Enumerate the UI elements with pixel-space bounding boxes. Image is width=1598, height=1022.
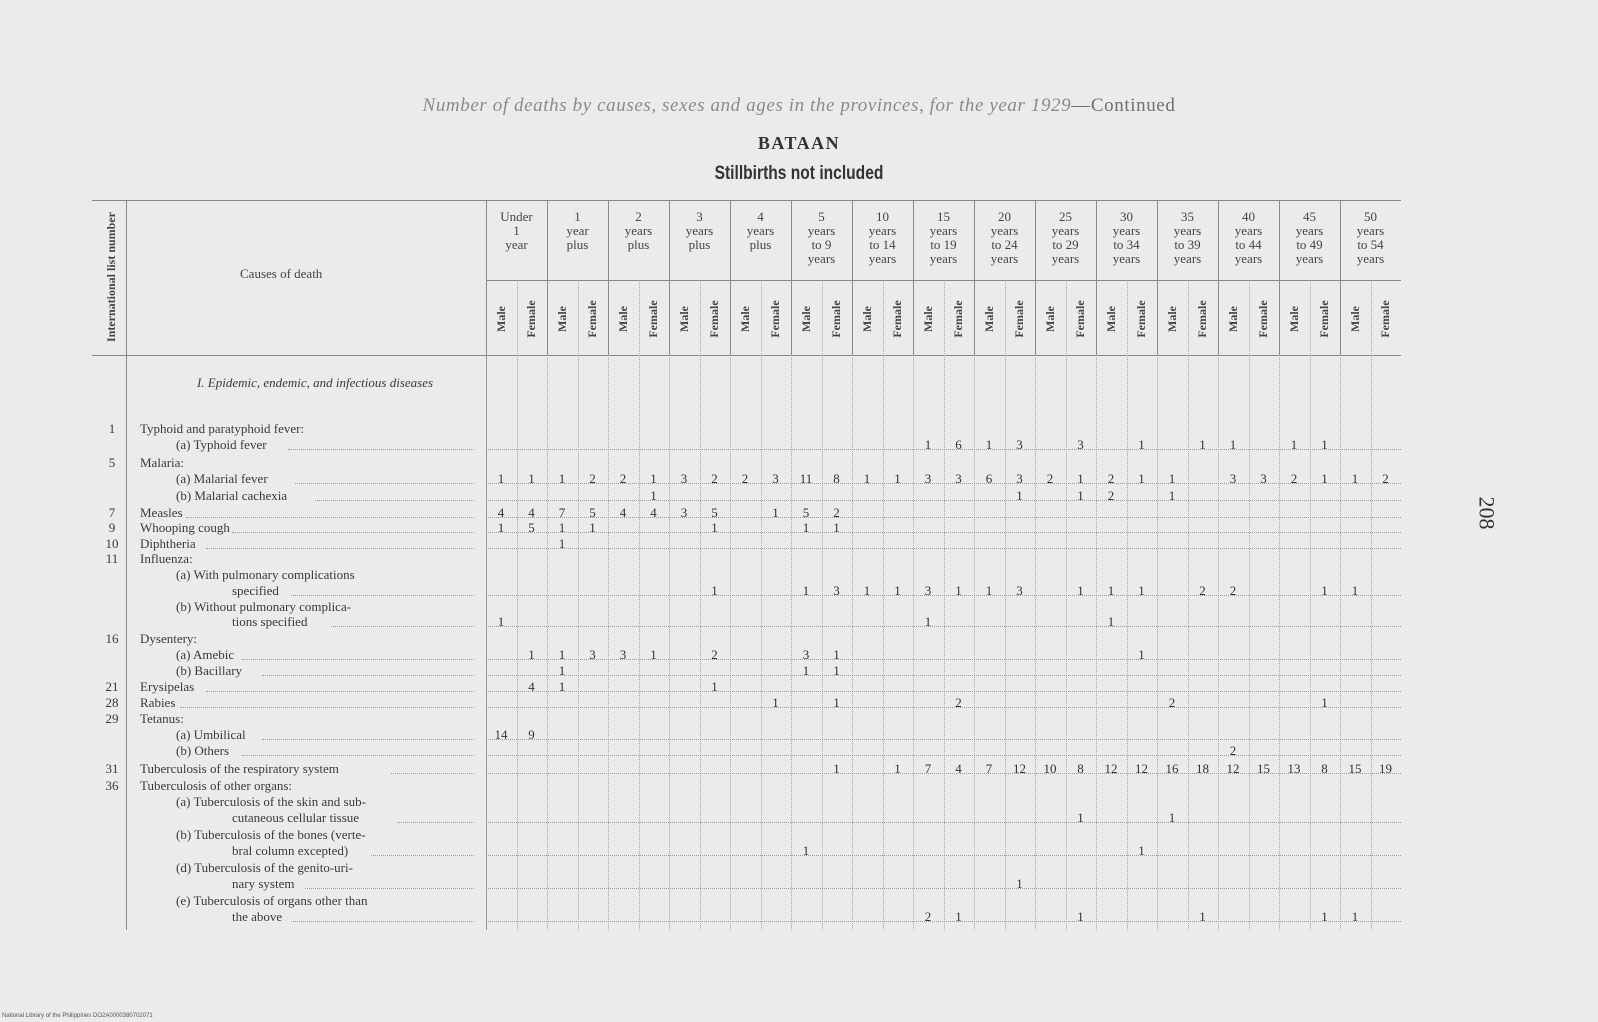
count-cell: 12 (1013, 761, 1026, 776)
count-cell: 16 (1165, 761, 1179, 776)
count-cell: 4 (497, 505, 505, 520)
cause-label: (b) Malarial cachexia (176, 488, 288, 503)
cause-label: the above (232, 909, 283, 924)
count-cell: 1 (1077, 471, 1084, 486)
row-leader-dots (486, 755, 1401, 756)
row-leader-dots (486, 739, 1401, 740)
age-group-header: 15 years to 19 years (929, 209, 958, 266)
leader-dots (186, 517, 474, 518)
age-group-header: 3 years plus (685, 209, 714, 252)
count-cell: 1 (863, 471, 871, 486)
count-cell: 3 (1229, 471, 1237, 486)
count-cell: 1 (985, 437, 993, 452)
count-cell: 2 (1199, 583, 1206, 598)
count-cell: 7 (558, 505, 566, 520)
cause-label: tions specified (232, 614, 308, 629)
intl-number: 5 (108, 455, 116, 470)
count-cell: 19 (1379, 761, 1392, 776)
intl-number: 10 (105, 536, 119, 551)
count-cell: 1 (1351, 471, 1359, 486)
count-cell: 1 (497, 520, 505, 535)
count-cell: 1 (1107, 583, 1115, 598)
row-leader-dots (486, 691, 1401, 692)
count-cell: 2 (589, 471, 596, 486)
sex-divider (1127, 280, 1128, 930)
count-cell: 1 (1016, 488, 1023, 503)
count-cell: 1 (1077, 488, 1084, 503)
age-group-header: 30 years to 34 years (1112, 209, 1141, 266)
sex-divider (578, 280, 579, 930)
count-cell: 3 (589, 647, 596, 662)
count-cell: 1 (802, 520, 810, 535)
leader-dots (242, 755, 474, 756)
count-cell: 6 (955, 437, 962, 452)
female-header: Female (1256, 300, 1270, 338)
cause-label: Malaria: (140, 455, 185, 470)
leader-dots (391, 773, 474, 774)
count-cell: 14 (494, 727, 508, 742)
count-cell: 3 (802, 647, 810, 662)
cause-label: Whooping cough (140, 520, 230, 535)
leader-dots (291, 595, 474, 596)
count-cell: 1 (1321, 583, 1328, 598)
count-cell: 2 (1107, 471, 1115, 486)
female-header: Female (1378, 300, 1392, 338)
cause-label: Tuberculosis of other organs: (140, 778, 293, 793)
count-cell: 1 (1168, 810, 1176, 825)
count-cell: 3 (924, 471, 932, 486)
leader-dots (371, 855, 474, 856)
province-heading: BATAAN (757, 133, 841, 153)
count-cell: 3 (1077, 437, 1084, 452)
intl-number: 9 (108, 520, 116, 535)
count-cell: 1 (802, 583, 810, 598)
male-header: Male (738, 306, 752, 332)
intl-number: 11 (105, 551, 119, 566)
count-cell: 2 (955, 695, 962, 710)
sex-divider (1005, 280, 1006, 930)
female-header: Female (768, 300, 782, 338)
count-cell: 6 (985, 471, 993, 486)
intl-number: 36 (105, 778, 119, 793)
leader-dots (315, 500, 474, 501)
count-cell: 1 (711, 583, 718, 598)
count-cell: 1 (863, 583, 871, 598)
male-header: Male (921, 306, 935, 332)
count-cell: 8 (1321, 761, 1328, 776)
age-group-header: 35 years to 39 years (1173, 209, 1202, 266)
count-cell: 2 (924, 909, 932, 924)
count-cell: 2 (711, 647, 718, 662)
count-cell: 1 (1199, 909, 1206, 924)
count-cell: 4 (528, 505, 535, 520)
sex-divider (700, 280, 701, 930)
count-cell: 1 (924, 614, 932, 629)
count-cell: 1 (650, 488, 657, 503)
count-cell: 2 (1168, 695, 1176, 710)
count-cell: 1 (894, 583, 901, 598)
count-cell: 3 (772, 471, 779, 486)
cause-label: (b) Others (176, 743, 230, 758)
count-cell: 10 (1043, 761, 1057, 776)
count-cell: 2 (1382, 471, 1389, 486)
count-cell: 1 (650, 471, 657, 486)
row-leader-dots (486, 626, 1401, 627)
count-cell: 3 (680, 505, 688, 520)
count-cell: 2 (1229, 743, 1237, 758)
count-cell: 1 (802, 663, 810, 678)
age-group-header: 4 years plus (746, 209, 775, 252)
cause-label: Erysipelas (140, 679, 195, 694)
count-cell: 1 (1138, 437, 1145, 452)
sex-divider (517, 280, 518, 930)
sex-divider (1310, 280, 1311, 930)
row-leader-dots (486, 548, 1401, 549)
row-leader-dots (486, 532, 1401, 533)
age-group-header: 45 years to 49 years (1295, 209, 1324, 266)
count-cell: 2 (1107, 488, 1115, 503)
cause-label: Diphtheria (140, 536, 196, 551)
count-cell: 1 (772, 505, 779, 520)
count-cell: 1 (589, 520, 596, 535)
age-group-divider (608, 355, 609, 930)
count-cell: 7 (924, 761, 932, 776)
count-cell: 1 (558, 679, 566, 694)
age-group-header: 20 years to 24 years (990, 209, 1019, 266)
count-cell: 1 (1351, 909, 1359, 924)
table-top-rule (92, 200, 1401, 201)
count-cell: 1 (1168, 488, 1176, 503)
female-header: Female (585, 300, 599, 338)
cause-label: Influenza: (140, 551, 193, 566)
cause-label: (a) Malarial fever (176, 471, 268, 486)
cause-label: (e) Tuberculosis of organs other than (176, 893, 368, 908)
male-header: Male (494, 306, 508, 332)
count-cell: 11 (799, 471, 813, 486)
count-cell: 3 (955, 471, 962, 486)
female-header: Female (890, 300, 904, 338)
count-cell: 4 (528, 679, 535, 694)
female-header: Female (646, 300, 660, 338)
count-cell: 1 (985, 583, 993, 598)
male-header: Male (1287, 306, 1301, 332)
male-header: Male (555, 306, 569, 332)
count-cell: 1 (528, 471, 535, 486)
count-cell: 12 (1135, 761, 1148, 776)
age-group-header: 25 years to 29 years (1051, 209, 1080, 266)
age-group-header: 40 years to 44 years (1234, 209, 1263, 266)
count-cell: 1 (1321, 437, 1328, 452)
age-group-header: 5 years to 9 years (807, 209, 836, 266)
count-cell: 2 (1046, 471, 1054, 486)
count-cell: 3 (1260, 471, 1267, 486)
sex-divider (1371, 280, 1372, 930)
count-cell: 1 (1290, 437, 1298, 452)
cause-label: (d) Tuberculosis of the genito-uri- (176, 860, 353, 875)
cause-label: Tetanus: (140, 711, 184, 726)
count-cell: 5 (528, 520, 535, 535)
cause-label: (a) With pulmonary complications (176, 567, 355, 582)
cause-label: (a) Tuberculosis of the skin and sub- (176, 794, 366, 809)
age-group-divider (547, 355, 548, 930)
count-cell: 1 (955, 583, 962, 598)
count-cell: 5 (589, 505, 596, 520)
male-header: Male (1348, 306, 1362, 332)
intl-number: 21 (105, 679, 119, 694)
count-cell: 1 (1138, 583, 1145, 598)
leader-dots (262, 739, 474, 740)
leader-dots (180, 707, 474, 708)
male-header: Male (677, 306, 691, 332)
leader-dots (262, 675, 474, 676)
count-cell: 1 (833, 520, 840, 535)
row-leader-dots (486, 675, 1401, 676)
count-cell: 2 (1290, 471, 1298, 486)
female-header: Female (829, 300, 843, 338)
age-group-divider (669, 355, 670, 930)
sex-divider (1066, 280, 1067, 930)
count-cell: 1 (497, 471, 505, 486)
age-group-header: Under 1 year (500, 209, 533, 252)
age-group-divider (1035, 355, 1036, 930)
intl-number: 16 (105, 631, 119, 646)
count-cell: 4 (955, 761, 962, 776)
count-cell: 2 (833, 505, 840, 520)
cause-label: specified (232, 583, 279, 598)
count-cell: 1 (802, 843, 810, 858)
intl-number: 7 (108, 505, 116, 520)
count-cell: 8 (833, 471, 840, 486)
count-cell: 1 (650, 647, 657, 662)
cause-label: (b) Tuberculosis of the bones (verte- (176, 827, 366, 842)
count-cell: 3 (1016, 437, 1023, 452)
count-cell: 3 (924, 583, 932, 598)
count-cell: 1 (772, 695, 779, 710)
count-cell: 15 (1257, 761, 1270, 776)
age-group-header: 2 years plus (624, 209, 653, 252)
count-cell: 1 (1077, 810, 1084, 825)
count-cell: 1 (1351, 583, 1359, 598)
age-group-header: 1 year plus (566, 209, 589, 252)
count-cell: 2 (741, 471, 749, 486)
male-header: Male (799, 306, 813, 332)
count-cell: 4 (650, 505, 657, 520)
count-cell: 1 (924, 437, 932, 452)
leader-dots (206, 691, 474, 692)
intl-number: 31 (105, 761, 119, 776)
count-cell: 4 (619, 505, 627, 520)
age-group-divider (852, 355, 853, 930)
count-cell: 1 (1168, 471, 1176, 486)
cause-label: Rabies (140, 695, 176, 710)
leader-dots (291, 921, 474, 922)
cause-label: (a) Umbilical (176, 727, 246, 742)
count-cell: 12 (1104, 761, 1118, 776)
count-cell: 1 (1321, 471, 1328, 486)
leader-dots (305, 888, 474, 889)
count-cell: 1 (1138, 471, 1145, 486)
title-continued: —Continued (1071, 95, 1176, 116)
intl-number: 1 (108, 421, 116, 436)
age-group-header: 50 years to 54 years (1356, 209, 1385, 266)
male-header: Male (1043, 306, 1057, 332)
count-cell: 1 (833, 695, 840, 710)
age-group-divider (730, 355, 731, 930)
cause-label: nary system (232, 876, 295, 891)
count-cell: 15 (1348, 761, 1362, 776)
row-leader-dots (486, 500, 1401, 501)
leader-dots (232, 532, 474, 533)
cause-label: bral column excepted) (232, 843, 349, 858)
count-cell: 3 (1016, 471, 1023, 486)
age-group-divider (1157, 355, 1158, 930)
female-header: Female (1317, 300, 1331, 338)
sex-divider (883, 280, 884, 930)
count-cell: 8 (1077, 761, 1084, 776)
cause-label: (a) Typhoid fever (176, 437, 267, 452)
count-cell: 1 (894, 471, 901, 486)
stillbirths-note: Stillbirths not included (714, 163, 884, 184)
count-cell: 13 (1287, 761, 1301, 776)
count-cell: 1 (558, 471, 566, 486)
row-leader-dots (486, 822, 1401, 823)
count-cell: 2 (1229, 583, 1237, 598)
count-cell: 1 (528, 647, 535, 662)
title-main: Number of deaths by causes, sexes and ages in the provinces, for the year 1929 (422, 95, 1072, 116)
intl-number-header: International list number (104, 212, 118, 343)
leader-dots (288, 449, 474, 450)
female-header: Female (524, 300, 538, 338)
female-header: Female (951, 300, 965, 338)
count-cell: 1 (711, 679, 718, 694)
sex-divider (761, 280, 762, 930)
male-header: Male (616, 306, 630, 332)
count-cell: 1 (955, 909, 962, 924)
leader-dots (206, 548, 474, 549)
cause-label: Tuberculosis of the respiratory system (140, 761, 339, 776)
female-header: Female (1195, 300, 1209, 338)
count-cell: 1 (711, 520, 718, 535)
row-leader-dots (486, 888, 1401, 889)
count-cell: 1 (497, 614, 505, 629)
count-cell: 9 (528, 727, 535, 742)
count-cell: 7 (985, 761, 993, 776)
female-header: Female (1134, 300, 1148, 338)
male-header: Male (1165, 306, 1179, 332)
count-cell: 5 (711, 505, 718, 520)
page-number: 208 (1474, 496, 1500, 530)
count-cell: 1 (1077, 583, 1084, 598)
male-header: Male (860, 306, 874, 332)
count-cell: 1 (558, 647, 566, 662)
age-group-divider (486, 355, 487, 930)
count-cell: 1 (1138, 647, 1145, 662)
count-cell: 1 (558, 663, 566, 678)
count-cell: 1 (833, 647, 840, 662)
count-cell: 18 (1196, 761, 1209, 776)
male-header: Male (1104, 306, 1118, 332)
count-cell: 12 (1226, 761, 1240, 776)
header-bottom-rule (92, 355, 1401, 356)
age-group-divider (1340, 355, 1341, 930)
count-cell: 1 (1077, 909, 1084, 924)
count-cell: 5 (802, 505, 810, 520)
cause-label: (b) Bacillary (176, 663, 243, 678)
count-cell: 3 (680, 471, 688, 486)
cause-label: Measles (140, 505, 183, 520)
age-group-header: 10 years to 14 years (868, 209, 897, 266)
intl-number: 29 (105, 711, 119, 726)
count-cell: 3 (619, 647, 627, 662)
count-cell: 1 (1321, 695, 1328, 710)
sex-divider (944, 280, 945, 930)
count-cell: 1 (1321, 909, 1328, 924)
sex-divider (1188, 280, 1189, 930)
count-cell: 1 (833, 761, 840, 776)
leader-dots (331, 626, 474, 627)
sex-divider (639, 280, 640, 930)
intl-number: 28 (105, 695, 119, 710)
leader-dots (397, 822, 474, 823)
count-cell: 1 (1229, 437, 1237, 452)
causes-header: Causes of death (240, 266, 323, 281)
female-header: Female (1012, 300, 1026, 338)
cause-label: (a) Amebic (176, 647, 235, 662)
count-cell: 1 (558, 536, 566, 551)
cause-label: (b) Without pulmonary complica- (176, 599, 352, 614)
sex-divider (1249, 280, 1250, 930)
scan-footer: National Library of the Philippines DO2A0000380702071 (2, 1013, 153, 1019)
male-header: Male (1226, 306, 1240, 332)
count-cell: 2 (619, 471, 627, 486)
count-cell: 1 (558, 520, 566, 535)
leader-dots (242, 659, 474, 660)
count-cell: 3 (833, 583, 840, 598)
age-group-divider (1096, 355, 1097, 930)
count-cell: 1 (833, 663, 840, 678)
cause-label: Dysentery: (140, 631, 198, 646)
cause-label: cutaneous cellular tissue (232, 810, 360, 825)
male-header: Male (982, 306, 996, 332)
leader-dots (295, 483, 474, 484)
count-cell: 2 (711, 471, 718, 486)
count-cell: 3 (1016, 583, 1023, 598)
sex-divider (822, 280, 823, 930)
count-cell: 1 (1138, 843, 1145, 858)
row-leader-dots (486, 855, 1401, 856)
count-cell: 1 (1107, 614, 1115, 629)
female-header: Female (1073, 300, 1087, 338)
count-cell: 1 (1199, 437, 1206, 452)
section-heading: I. Epidemic, endemic, and infectious diseases (196, 375, 434, 390)
count-cell: 1 (894, 761, 901, 776)
cause-label: Typhoid and paratyphoid fever: (140, 421, 305, 436)
count-cell: 1 (1016, 876, 1023, 891)
female-header: Female (707, 300, 721, 338)
